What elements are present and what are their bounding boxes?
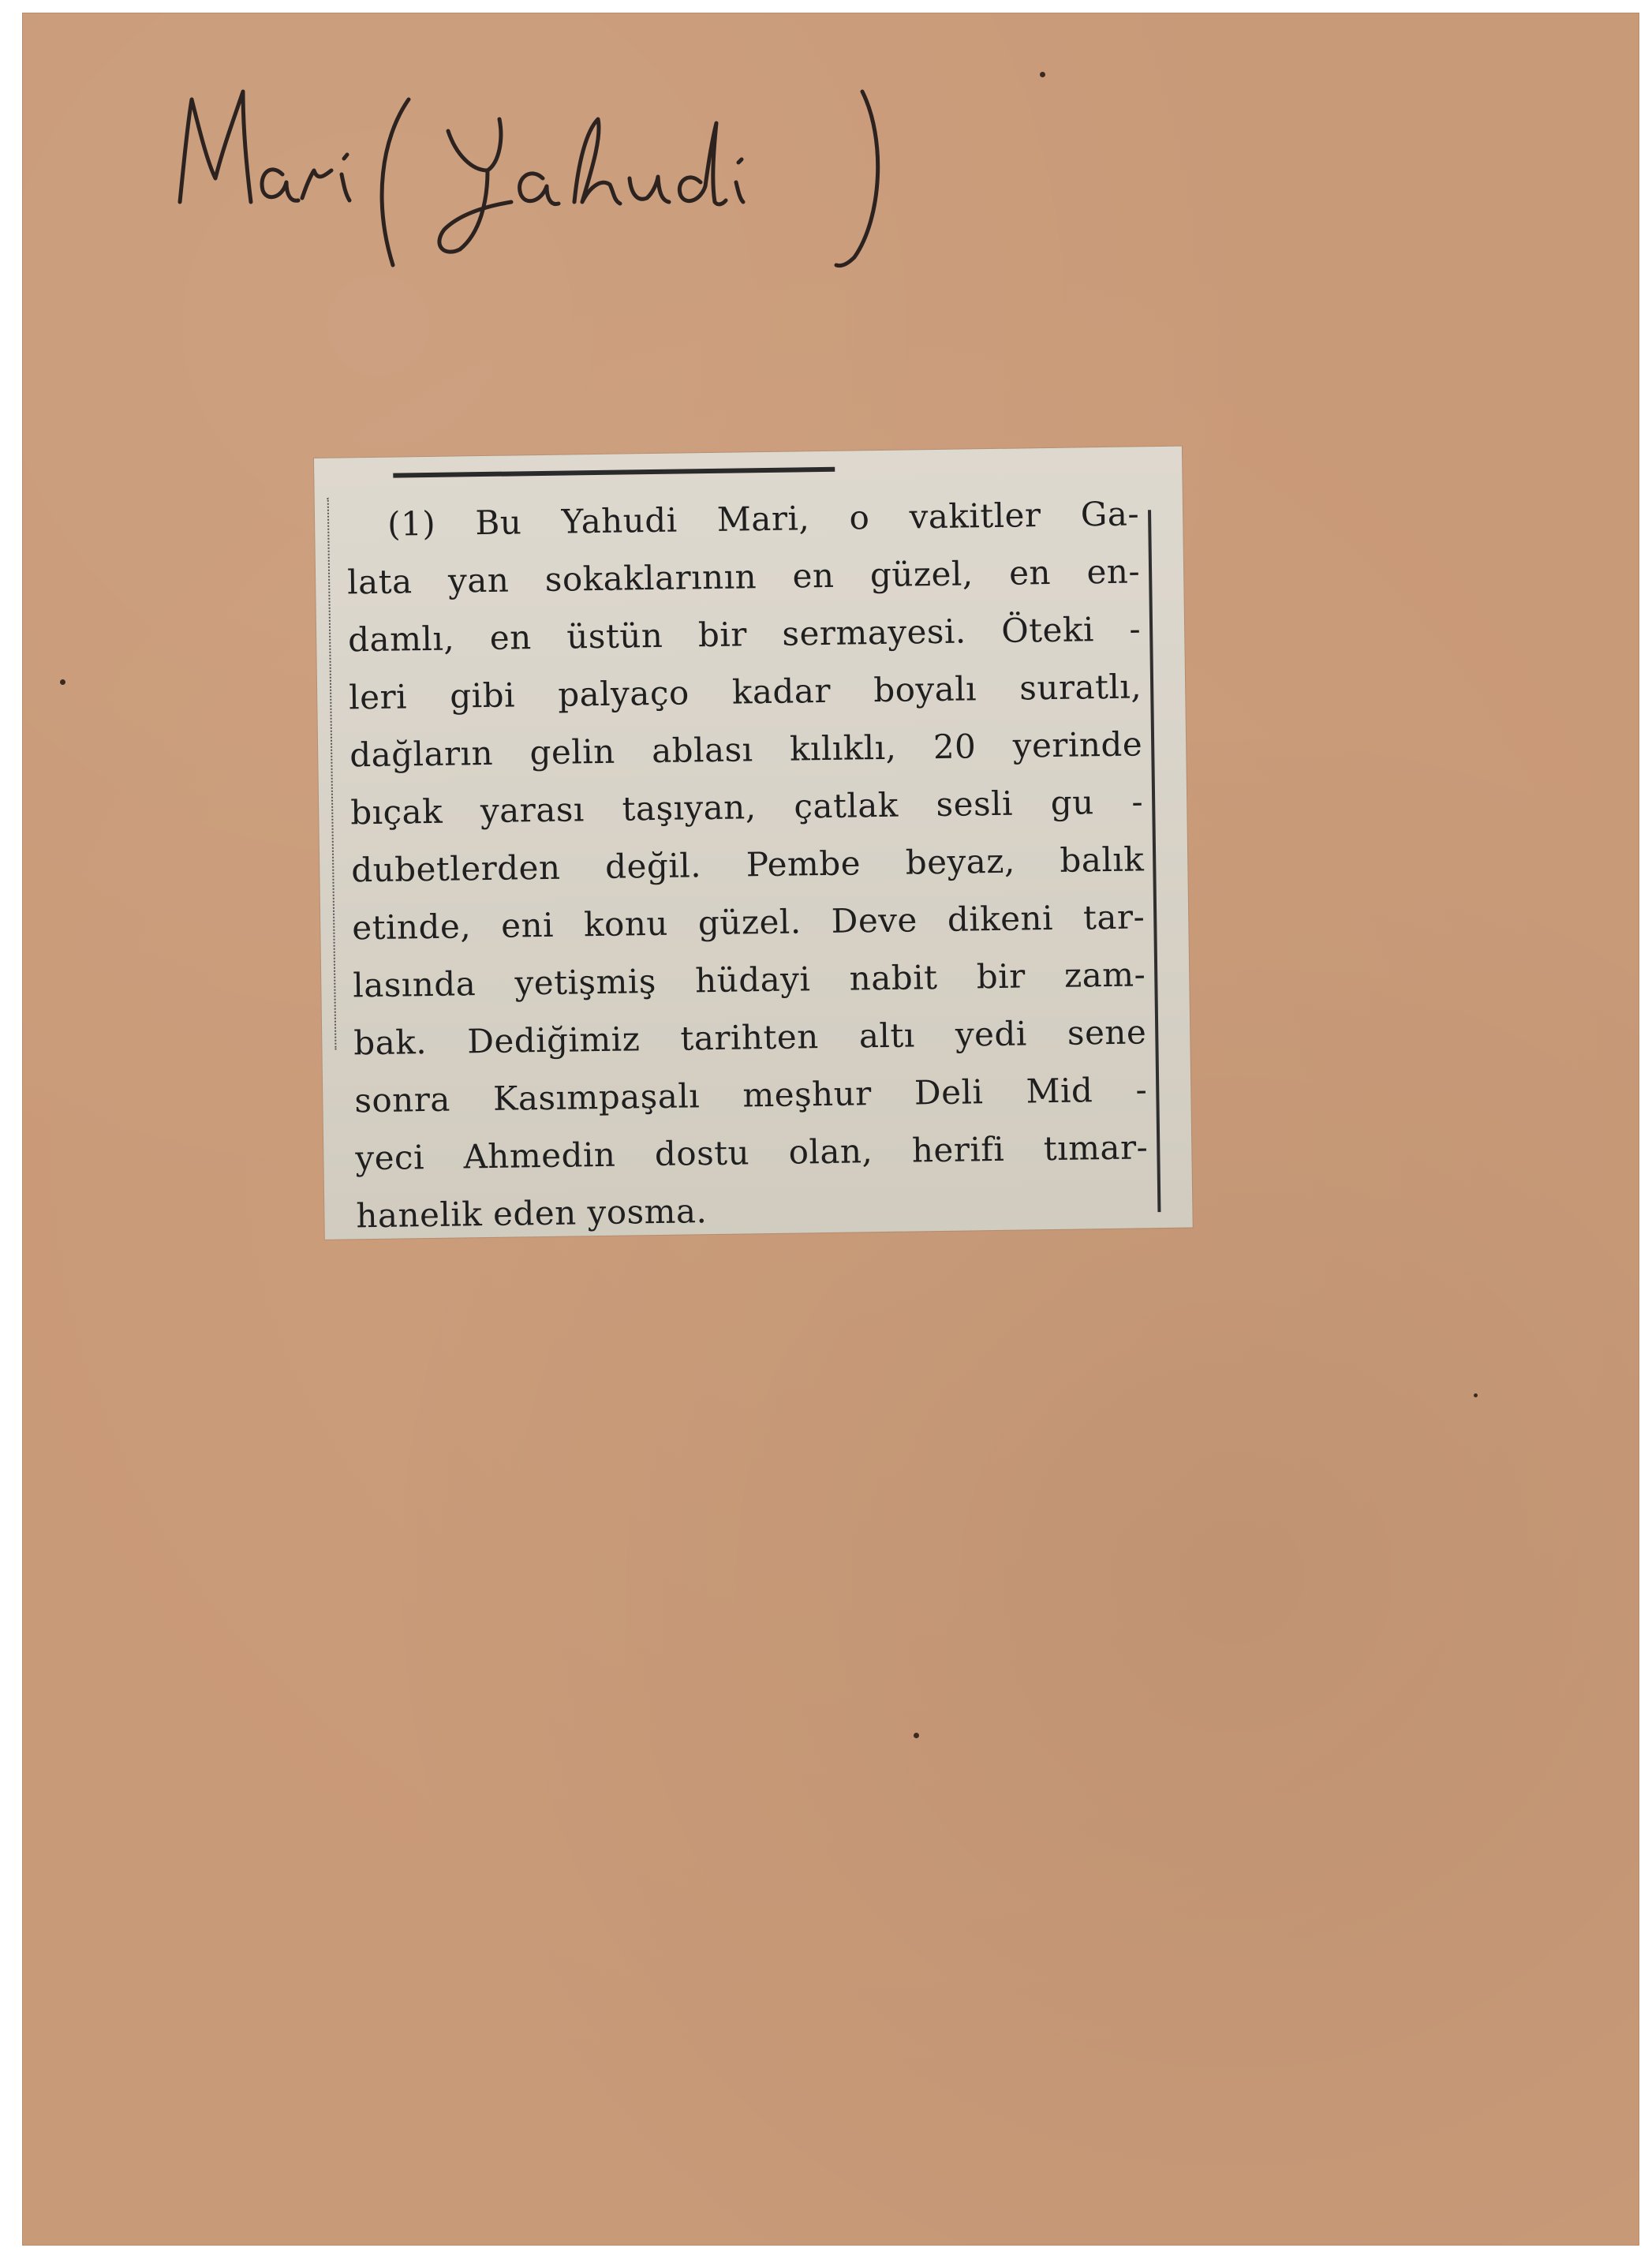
clipping-line: yeci Ahmedin dostu olan, herifi tımar-: [355, 1128, 1149, 1178]
clipping-line: bıçak yarası taşıyan, çatlak sesli gu -: [349, 782, 1144, 832]
clipping-line: etinde, eni konu güzel. Deve dikeni tar-: [351, 897, 1146, 948]
clipping-line: leri gibi palyaço kadar boyalı suratlı,: [348, 667, 1142, 717]
newspaper-clipping: [314, 447, 1193, 1240]
clipping-line: dağların gelin ablası kılıklı, 20 yerinde: [349, 724, 1143, 775]
paper-speck: [60, 679, 65, 685]
clipping-footnote-text: [346, 484, 1149, 1244]
clipping-line: bak. Dediğimiz tarihten altı yedi sene: [353, 1012, 1147, 1063]
clipping-line: (1) Bu Yahudi Mari, o vakitler Ga-: [387, 494, 1140, 544]
handwritten-note-drawing: [148, 44, 1016, 281]
clipping-top-rule: [393, 467, 835, 478]
paper-speck: [1474, 1393, 1478, 1397]
handwritten-note-text: Mari (Yahudi): [148, 44, 154, 45]
clipping-line: sonra Kasımpaşalı meşhur Deli Mid -: [354, 1070, 1148, 1120]
clipping-left-edge: [327, 498, 338, 1050]
paper-speck: [914, 1733, 919, 1738]
paper-sheet: [22, 13, 1639, 2246]
clipping-line: dubetlerden değil. Pembe beyaz, balık: [350, 840, 1145, 890]
clipping-line: lata yan sokaklarının en güzel, en en-: [346, 552, 1141, 602]
clipping-line: damlı, en üstün bir sermayesi. Öteki -: [347, 609, 1142, 660]
handwritten-note: [148, 44, 1016, 281]
clipping-line: hanelik eden yosma.: [356, 1191, 708, 1236]
clipping-column-rule: [1148, 510, 1161, 1212]
paper-speck: [1040, 72, 1045, 77]
clipping-line: lasında yetişmiş hüdayi nabit bir zam-: [352, 955, 1146, 1005]
